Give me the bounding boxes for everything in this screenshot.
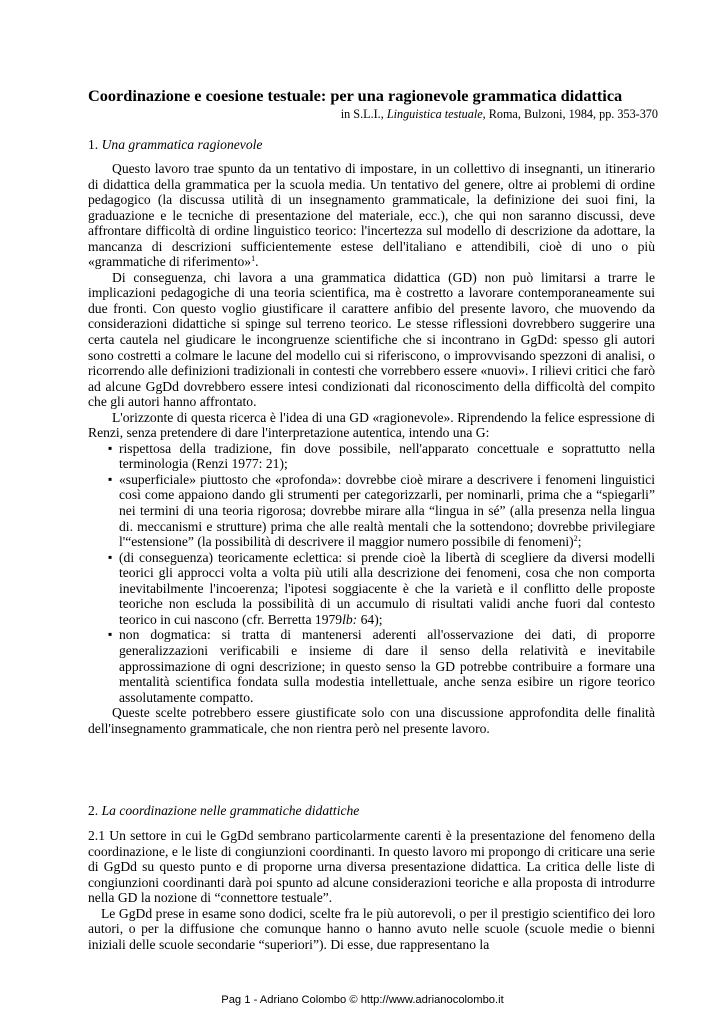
bullet-list bbox=[88, 441, 655, 705]
paragraph: Le GgDd prese in esame sono dodici, scelte fra le più autorevoli, o per il prestigio scientifico dei loro autori, o per la diffusione che comunque hanno o hanno avuto nelle scuole (scuole medie o bienni iniziali delle scuole secondarie “superiori”). Di esse, due rappresentano la bbox=[88, 905, 655, 952]
source-prefix: in S.L.I., bbox=[340, 107, 387, 121]
section-2-heading bbox=[88, 803, 359, 819]
paragraph: Queste scelte potrebbero essere giustificate solo con una discussione approfondita delle finalità dell'insegnamento grammaticale, che non rientra però nel presente lavoro. bbox=[88, 705, 655, 736]
source-suffix: , Roma, Bulzoni, 1984, pp. 353-370 bbox=[482, 107, 658, 121]
paragraph: 2.1 Un settore in cui le GgDd sembrano particolarmente carenti è la presentazione del fenomeno della coordinazione, e le liste di congiunzioni coordinanti. In questo lavoro mi propongo di criticare una serie di GgDd su questo punto e di proporne urna diversa presentazione didattica. La critica delle liste di congiunzioni coordinanti darà poi spunto ad alcune considerazioni teoriche e alla proposta di introdurre nella GD la nozione di “connettore testuale”. bbox=[88, 828, 655, 906]
bullet-item: ▪ «superficiale» piuttosto che «profonda»: dovrebbe cioè mirare a descrivere i fenomeni linguistici così come appaiono dando gli strumenti per categorizzarli, per nominarli, prima che a “spiegarli” nei termini di una teoria rigorosa; dovrebbe mirare alla “lingua in sé” (alla presenza nella lingua di. meccanismi e strutture) prima che alle realtà mentali che la sottendono; dovrebbe privilegiare l'“estensione” (la possibilità di descrivere il maggior numero possibile di fenomeni)$^2$; bbox=[88, 472, 655, 550]
section-2-number: 2. bbox=[88, 803, 102, 818]
document-title: Coordinazione e coesione testuale: per una ragionevole grammatica didattica bbox=[88, 86, 623, 105]
section-1-number: 1. bbox=[88, 137, 102, 152]
paragraph: Di conseguenza, chi lavora a una grammatica didattica (GD) non può limitarsi a trarre le implicazioni pedagogiche di una teoria scientifica, ma è costretto a lavorare contemporaneamente sui due fronti. Con questo voglio giustificare il carattere anfibio del presente lavoro, che muovendo da considerazioni didattiche si spinge sul terreno teorico. Le stesse riflessioni dovrebbero suggerire una certa cautela nel giudicare le incongruenze scientifiche che si incontrano in GgDd: spesso gli autori sono costretti a colmare le lacune del modello cui si riferiscono, o improvvisando spezzoni di analisi, o ricorrendo alle definizioni tradizionali in contesti che vorrebbero essere «nuovi». I rilievi critici che farò ad alcune GgDd dovrebbero essere intesi condizionati dal riconoscimento della difficoltà del compito che gli autori hanno affrontato. bbox=[88, 269, 655, 410]
section-2-title: La coordinazione nelle grammatiche didattiche bbox=[101, 803, 360, 818]
section-1-title: Una grammatica ragionevole bbox=[101, 137, 263, 152]
bullet-item: ▪ non dogmatica: si tratta di mantenersi aderenti all'osservazione dei dati, di proporre generalizzazioni verificabili e insieme di dare il senso della relatività e inevitabile approssimazione di ogni descrizione; in questo senso la GD potrebbe contribuire a formare una mentalità scientifica fondata sulla modestia intellettuale, anche senza esibire un rigore teorico assolutamente compatto. bbox=[88, 627, 655, 705]
section-1-body bbox=[88, 161, 655, 736]
footnote-ref: 1 bbox=[251, 254, 256, 264]
paragraph: L'orizzonte di questa ricerca è l'idea di una GD «ragionevole». Riprendendo la felice espressione di Renzi, senza pretendere di dare l'interpretazione autentica, intendo una G: bbox=[88, 409, 655, 441]
source-citation bbox=[341, 107, 658, 122]
page-footer: Pag 1 - Adriano Colombo © http://www.adrianocolombo.it bbox=[221, 994, 504, 1006]
source-journal: Linguistica testuale bbox=[386, 107, 483, 121]
paragraph: Questo lavoro trae spunto da un tentativo di impostare, in un collettivo di insegnanti, un itinerario di didattica della grammatica per la scuola media. Un tentativo del genere, oltre ai problemi di ordine pedagogico (la discussa utilità di un insegnamento grammaticale, la definizione dei suoi fini, la graduazione e le tecniche di presentazione del materiale, ecc.), che qui non saranno discussi, deve affrontare difficoltà di ordine linguistico teorico: l'incertezza sul modello di descrizione da adottare, la mancanza di descrizioni sufficientemente estese dell'italiano e attendibili, cioè di uno o più «grammatiche di riferimento»$^1$. bbox=[88, 161, 655, 270]
bullet-item: ▪ (di conseguenza) teoricamente eclettica: si prende cioè la libertà di scegliere da diversi modelli teorici gli approcci volta a volta più utili alla descrizione dei fenomeni, cosa che non comporta inevitabilmente l'incoerenza; l'ipotesi soggiacente è che la varietà e il conflitto delle proposte teoriche non escluda la possibilità di un accumulo di risultati validi anche fuori dal contesto teorico in cui nascono (cfr. Berretta 1979lb: 64); bbox=[88, 550, 655, 628]
section-1-heading bbox=[88, 137, 262, 153]
bullet-item: ▪ rispettosa della tradizione, fin dove possibile, nell'apparato concettuale e soprattutto nella terminologia (Renzi 1977: 21); bbox=[88, 441, 655, 472]
section-2-body bbox=[88, 828, 655, 952]
footnote-ref: 2 bbox=[573, 534, 578, 544]
